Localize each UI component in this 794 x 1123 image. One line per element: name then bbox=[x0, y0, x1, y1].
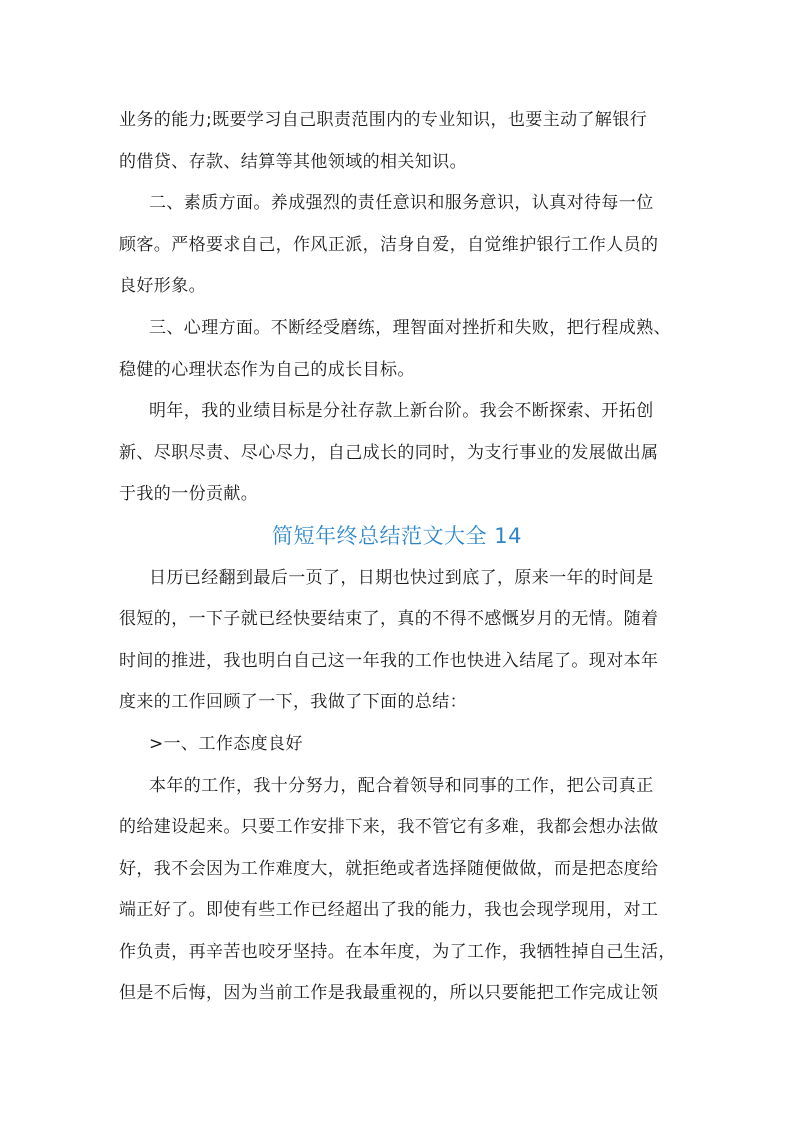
text-line: 新、尽职尽责、尽心尽力，自己成长的同时，为支行事业的发展做出属 bbox=[119, 442, 659, 463]
text-line: 于我的一份贡献。 bbox=[119, 484, 259, 505]
text-line: 二、素质方面。养成强烈的责任意识和服务意识，认真对待每一位 bbox=[149, 193, 654, 214]
text-line: 三、心理方面。不断经受磨练，理智面对挫折和失败，把行程成熟、 bbox=[149, 317, 671, 338]
text-line: 度来的工作回顾了一下，我做了下面的总结： bbox=[119, 692, 467, 713]
text-line: 稳健的心理状态作为自己的成长目标。 bbox=[119, 359, 415, 380]
document-body bbox=[119, 100, 675, 1015]
text-line: 很短的，一下子就已经快要结束了，真的不得不感慨岁月的无情。随着 bbox=[119, 609, 659, 630]
text-line: 业务的能力;既要学习自己职责范围内的专业知识，也要主动了解银行 bbox=[119, 110, 648, 130]
text-line: 的给建设起来。只要工作安排下来，我不管它有多难，我都会想办法做 bbox=[119, 817, 659, 838]
text-line: 日历已经翻到最后一页了，日期也快过到底了，原来一年的时间是 bbox=[149, 567, 654, 588]
paragraphs-after-heading bbox=[119, 558, 675, 1016]
text-line: 时间的推进，我也明白自己这一年我的工作也快进入结尾了。现对本年 bbox=[119, 650, 659, 671]
text-line: 的借贷、存款、结算等其他领域的相关知识。 bbox=[119, 151, 467, 172]
paragraphs-before-heading bbox=[119, 100, 675, 516]
text-line: 良好形象。 bbox=[119, 276, 206, 297]
text-line: 作负责，再辛苦也咬牙坚持。在本年度，为了工作，我牺牲掉自己生活， bbox=[119, 941, 676, 962]
text-line: 端正好了。即使有些工作已经超出了我的能力，我也会现学现用，对工 bbox=[119, 900, 659, 921]
section-heading: 简短年终总结范文大全 14 bbox=[272, 523, 522, 548]
text-line: 好，我不会因为工作难度大，就拒绝或者选择随便做做，而是把态度给 bbox=[119, 858, 659, 879]
text-line: 明年，我的业绩目标是分社存款上新台阶。我会不断探索、开拓创 bbox=[149, 401, 654, 422]
text-line: 顾客。严格要求自己，作风正派，洁身自爱，自觉维护银行工作人员的 bbox=[119, 234, 659, 255]
text-line: >一、工作态度良好 bbox=[149, 733, 303, 754]
text-line: 本年的工作，我十分努力，配合着领导和同事的工作，把公司真正 bbox=[149, 775, 654, 796]
text-line: 但是不后悔，因为当前工作是我最重视的，所以只要能把工作完成让领 bbox=[119, 983, 659, 1004]
